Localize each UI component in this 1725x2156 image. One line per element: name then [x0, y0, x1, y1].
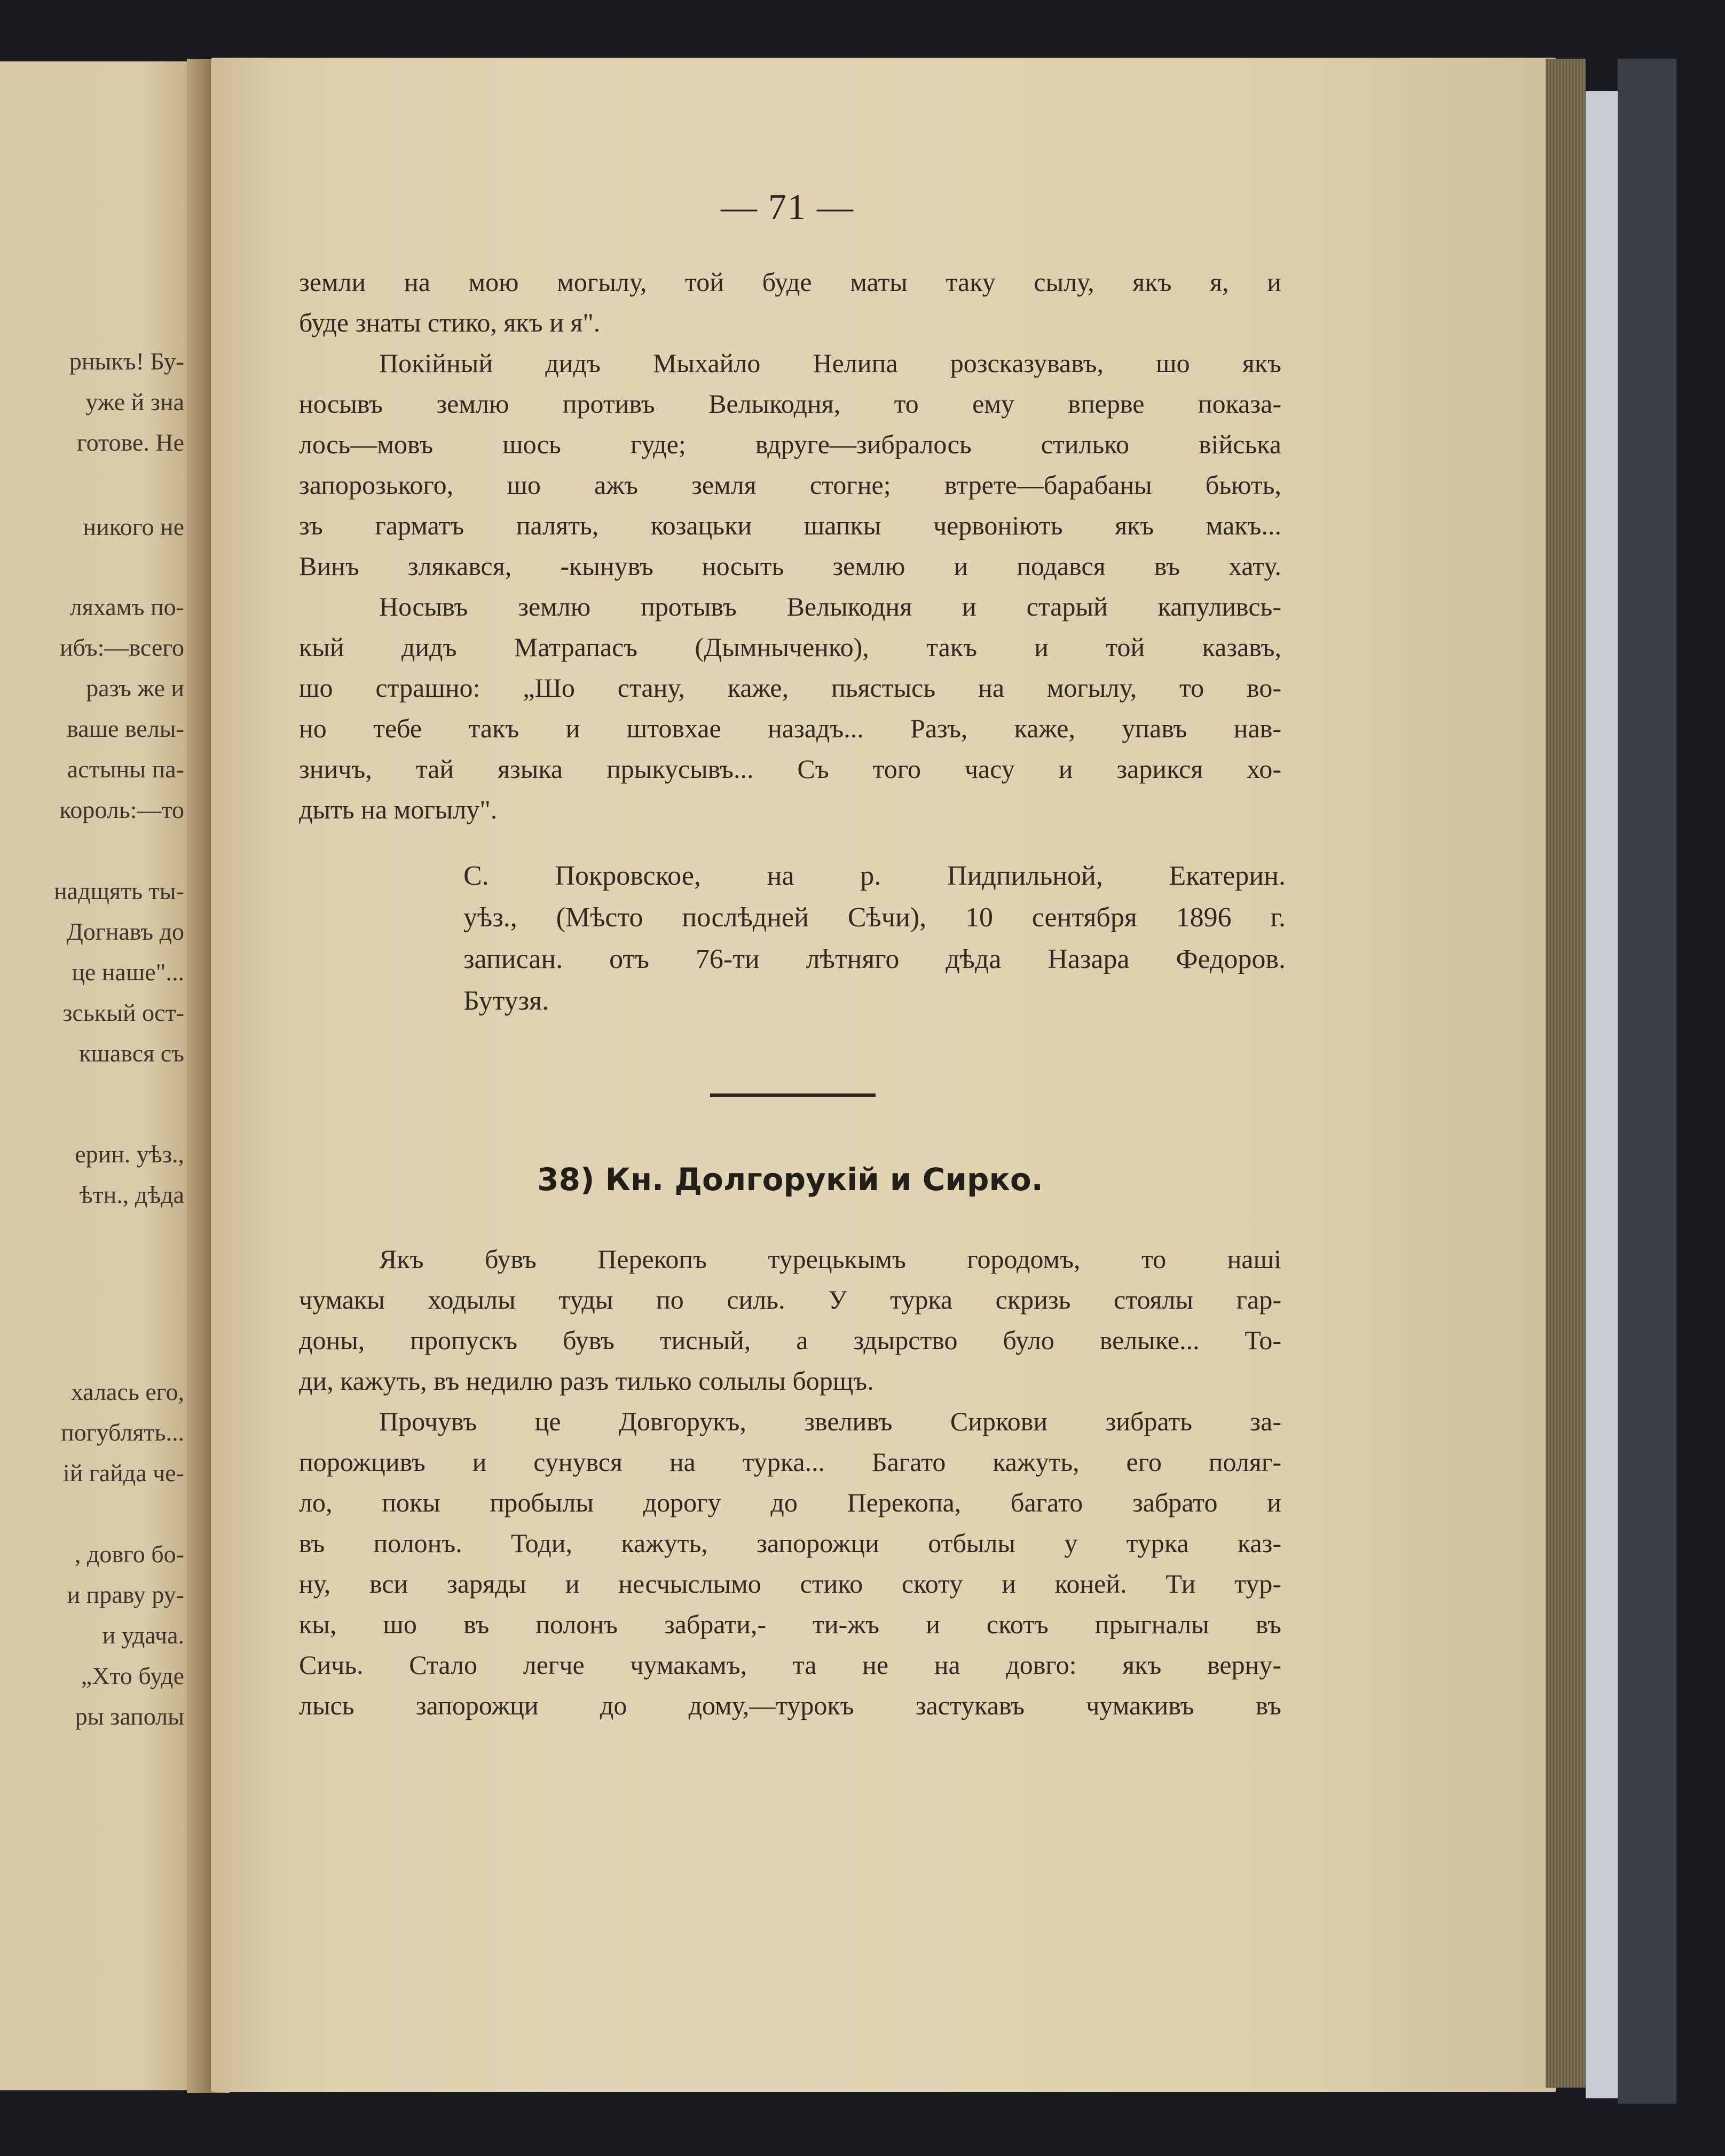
page-number: — 71 —: [721, 186, 854, 227]
left-fragment: ій гайда че-: [63, 1459, 184, 1486]
text-block-lower: [299, 1239, 1281, 1726]
text-line: ну, вси заряды и несчыслымо стико скоту и коней. Ти тур-: [299, 1569, 1281, 1599]
left-fragment: и праву ру-: [67, 1581, 184, 1608]
text-line: шо страшно: „Шо стану, каже, пьястысь на могылу, то во-: [299, 673, 1281, 703]
text-line: зничъ, тай языка прыкусывъ... Съ того часу и зарикся хо-: [299, 754, 1281, 784]
left-fragment: зськый оcт-: [62, 999, 184, 1026]
text-block-upper: [299, 262, 1281, 830]
left-fragment: ерин. уѣз.,: [75, 1140, 184, 1168]
left-fragment: ляхамъ по-: [69, 593, 184, 620]
left-fragment: погублять...: [61, 1419, 184, 1446]
text-line: но тебе такъ и штовхае назадъ... Разъ, каже, упавъ нав-: [299, 713, 1281, 743]
binding-strip: [1586, 91, 1618, 2098]
text-line: доны, пропускъ бувъ тисный, а здырство було велыке... То-: [299, 1325, 1281, 1355]
left-fragment: и удача.: [102, 1622, 184, 1649]
text-line: Покiйный дидъ Мыхайло Нелипа розсказувавъ, шо якъ: [379, 348, 1281, 378]
text-line: въ полонъ. Тоди, кажуть, запорожци отбылы у турка каз-: [299, 1528, 1281, 1558]
source-note: [463, 855, 1286, 1022]
left-fragment: ры заполы: [75, 1703, 184, 1730]
text-line: ло, покы пробылы дорогу до Перекопа, багато забрато и: [299, 1488, 1281, 1517]
left-fragment: халась его,: [70, 1378, 184, 1405]
text-line: порожцивъ и сунувся на турка... Багато кажуть, его поляг-: [299, 1447, 1281, 1477]
source-line: уѣз., (Мѣсто послѣдней Сѣчи), 10 сентября 1896 г.: [463, 902, 1286, 933]
section-divider: [710, 1093, 876, 1097]
left-fragment: уже й зна: [85, 388, 184, 415]
left-fragment: астыны па-: [67, 756, 184, 783]
text-line: Винъ злякався, -кынувъ носыть землю и подався въ хату.: [299, 551, 1281, 581]
page-edges: [1546, 59, 1586, 2088]
text-line: Носывъ землю протывъ Велыкодня и старый капуливсь-: [379, 592, 1281, 621]
left-fragment: , довго бо-: [74, 1540, 184, 1568]
left-fragment: кшався съ: [79, 1040, 184, 1067]
source-line: С. Покровское, на р. Пидпильной, Екатерин.: [463, 861, 1286, 891]
source-line: Бутузя.: [463, 986, 549, 1016]
left-fragment: це наше"...: [72, 958, 184, 986]
left-fragment: ибъ:—всего: [59, 634, 184, 661]
text-line: чумакы ходылы туды по силь. У турка скризь стоялы гар-: [299, 1285, 1281, 1315]
left-fragment: рныкъ! Бу-: [69, 348, 184, 375]
text-line: кый дидъ Матрапасъ (Дымныченко), такъ и той казавъ,: [299, 632, 1281, 662]
text-line: земли на мою могылу, той буде маты таку сылу, якъ я, и: [299, 267, 1281, 297]
text-line: лось—мовъ шось гуде; вдруге—зибралось стилько вiйська: [299, 429, 1281, 459]
section-heading: 38) Кн. Долгорукiй и Сирко.: [537, 1161, 1043, 1198]
left-fragment: Догнавъ до: [66, 918, 184, 945]
text-line: зъ гарматъ палять, козацьки шапкы червонiють якъ макъ...: [299, 510, 1281, 540]
text-line: запорозького, шо ажъ земля стогне; втрете—барабаны бьють,: [299, 470, 1281, 500]
text-line: дыть на могылу".: [299, 794, 498, 824]
source-line: записан. отъ 76-ти лѣтняго дѣда Назара Федоров.: [463, 944, 1286, 974]
text-line: кы, шо въ полонъ забрати,- ти-жъ и скотъ прыгналы въ: [299, 1609, 1281, 1639]
left-fragment: никого не: [83, 513, 184, 540]
left-page-text: [0, 0, 184, 2156]
text-line: Сичь. Стало легче чумакамъ, та не на довго: якъ верну-: [299, 1650, 1281, 1680]
left-fragment: король:—то: [59, 796, 184, 823]
text-line: ди, кажуть, въ недилю разъ тилько солылы борщъ.: [299, 1366, 874, 1396]
text-line: лысь запорожци до дому,—турокъ застукавъ чумакивъ въ: [299, 1690, 1281, 1720]
left-fragment: готове. Не: [76, 429, 184, 456]
left-fragment: „Хто буде: [81, 1662, 184, 1689]
text-line: носывъ землю противъ Велыкодня, то ему вперве показа-: [299, 389, 1281, 419]
text-line: буде знаты стико, якъ и я".: [299, 308, 601, 337]
text-line: Якъ бувъ Перекопъ турецькымъ городомъ, то нашi: [379, 1244, 1281, 1274]
text-line: Прочувъ це Довгорукъ, звеливъ Сиркови зибрать за-: [379, 1406, 1281, 1436]
left-fragment: ваше велы-: [67, 715, 184, 742]
cover-edge: [1618, 59, 1676, 2104]
left-fragment: ѣтн., дѣда: [79, 1181, 184, 1208]
left-fragment: разъ же и: [86, 674, 184, 702]
left-fragment: надщять ты-: [54, 877, 184, 904]
